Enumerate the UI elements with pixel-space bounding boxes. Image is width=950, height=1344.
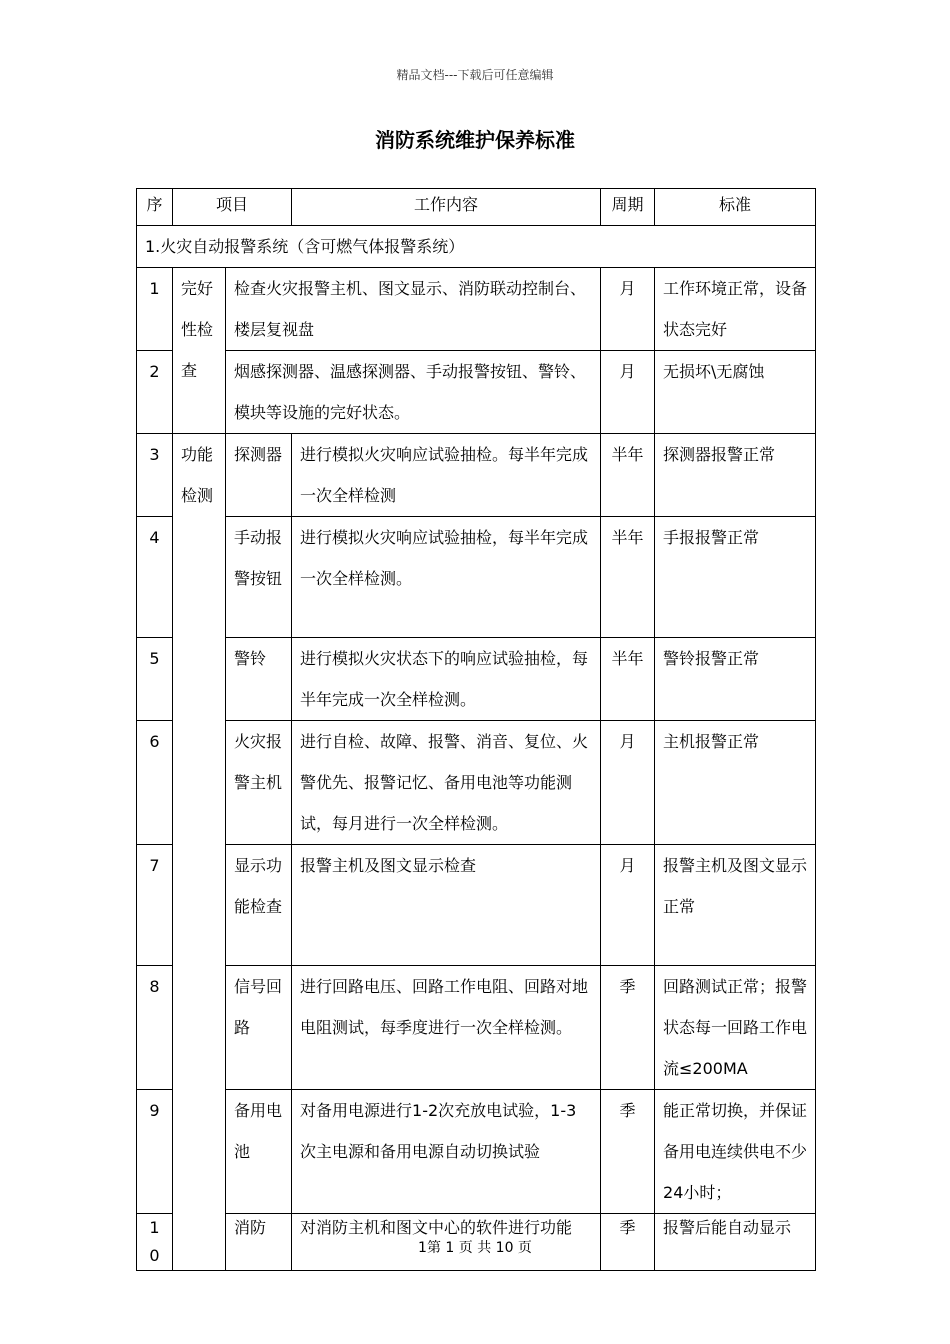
- table-row: [137, 845, 816, 966]
- table-row: [137, 721, 816, 845]
- row-number: 10: [137, 1214, 173, 1271]
- row-period: 季: [601, 1090, 655, 1214]
- row-standard: 报警主机及图文显示正常: [655, 845, 816, 966]
- row-number: 9: [137, 1090, 173, 1214]
- row-standard: 无损坏\无腐蚀: [655, 351, 816, 434]
- row-subitem: 消防: [226, 1214, 292, 1271]
- group-function-test: 功能检测: [173, 434, 226, 1271]
- row-period: 月: [601, 268, 655, 351]
- row-number: 6: [137, 721, 173, 845]
- header-seq: 序: [137, 189, 173, 226]
- table-row: [137, 1090, 816, 1214]
- row-standard: 工作环境正常，设备状态完好: [655, 268, 816, 351]
- row-subitem: 显示功能检查: [226, 845, 292, 966]
- group-integrity-check: 完好性检查: [173, 268, 226, 434]
- header-content: 工作内容: [292, 189, 601, 226]
- document-title: 消防系统维护保养标准: [375, 128, 575, 152]
- row-number: 7: [137, 845, 173, 966]
- row-subitem: 火灾报警主机: [226, 721, 292, 845]
- row-standard: 报警后能自动显示: [655, 1214, 816, 1271]
- page-footer: 1第 1 页 共 10 页: [418, 1240, 532, 1256]
- table-row: [137, 638, 816, 721]
- row-content: 进行回路电压、回路工作电阻、回路对地电阻测试，每季度进行一次全样检测。: [292, 966, 601, 1090]
- row-content: 报警主机及图文显示检查: [292, 845, 601, 966]
- row-content: 进行自检、故障、报警、消音、复位、火警优先、报警记忆、备用电池等功能测试，每月进行一次全样检测。: [292, 721, 601, 845]
- row-content: 进行模拟火灾响应试验抽检，每半年完成一次全样检测。: [292, 517, 601, 638]
- row-period: 月: [601, 845, 655, 966]
- row-content: 进行模拟火灾状态下的响应试验抽检，每半年完成一次全样检测。: [292, 638, 601, 721]
- row-subitem: 警铃: [226, 638, 292, 721]
- row-period: 季: [601, 966, 655, 1090]
- row-standard: 手报报警正常: [655, 517, 816, 638]
- row-period: 季: [601, 1214, 655, 1271]
- row-period: 月: [601, 351, 655, 434]
- maintenance-standard-table: [136, 188, 816, 1271]
- row-subitem: 手动报警按钮: [226, 517, 292, 638]
- row-content: 烟感探测器、温感探测器、手动报警按钮、警铃、模块等设施的完好状态。: [226, 351, 601, 434]
- row-number: 3: [137, 434, 173, 517]
- row-standard: 主机报警正常: [655, 721, 816, 845]
- row-number: 1: [137, 268, 173, 351]
- row-subitem: 探测器: [226, 434, 292, 517]
- row-standard: 能正常切换，并保证备用电连续供电不少24小时；: [655, 1090, 816, 1214]
- row-content: 进行模拟火灾响应试验抽检。每半年完成一次全样检测: [292, 434, 601, 517]
- table-row: [137, 434, 816, 517]
- row-content: 对消防主机和图文中心的软件进行功能: [292, 1214, 601, 1271]
- table-row: [137, 517, 816, 638]
- header-item: 项目: [173, 189, 292, 226]
- row-number: 4: [137, 517, 173, 638]
- row-standard: 探测器报警正常: [655, 434, 816, 517]
- row-standard: 回路测试正常；报警状态每一回路工作电流≤200MA: [655, 966, 816, 1090]
- header-standard: 标准: [655, 189, 816, 226]
- row-content: 检查火灾报警主机、图文显示、消防联动控制台、楼层复视盘: [226, 268, 601, 351]
- row-number: 5: [137, 638, 173, 721]
- row-number: 2: [137, 351, 173, 434]
- row-period: 半年: [601, 638, 655, 721]
- row-number: 8: [137, 966, 173, 1090]
- header-watermark: 精品文档---下载后可任意编辑: [396, 68, 554, 82]
- row-period: 月: [601, 721, 655, 845]
- section-row: [137, 226, 816, 268]
- table-row: [137, 351, 816, 434]
- section-title: 1.火灾自动报警系统（含可燃气体报警系统）: [137, 226, 816, 268]
- row-standard: 警铃报警正常: [655, 638, 816, 721]
- row-subitem: 备用电池: [226, 1090, 292, 1214]
- row-period: 半年: [601, 517, 655, 638]
- table-header-row: [137, 189, 816, 226]
- table-row: [137, 268, 816, 351]
- header-period: 周期: [601, 189, 655, 226]
- table-row: [137, 966, 816, 1090]
- row-period: 半年: [601, 434, 655, 517]
- row-subitem: 信号回路: [226, 966, 292, 1090]
- row-content: 对备用电源进行1-2次充放电试验，1-3次主电源和备用电源自动切换试验: [292, 1090, 601, 1214]
